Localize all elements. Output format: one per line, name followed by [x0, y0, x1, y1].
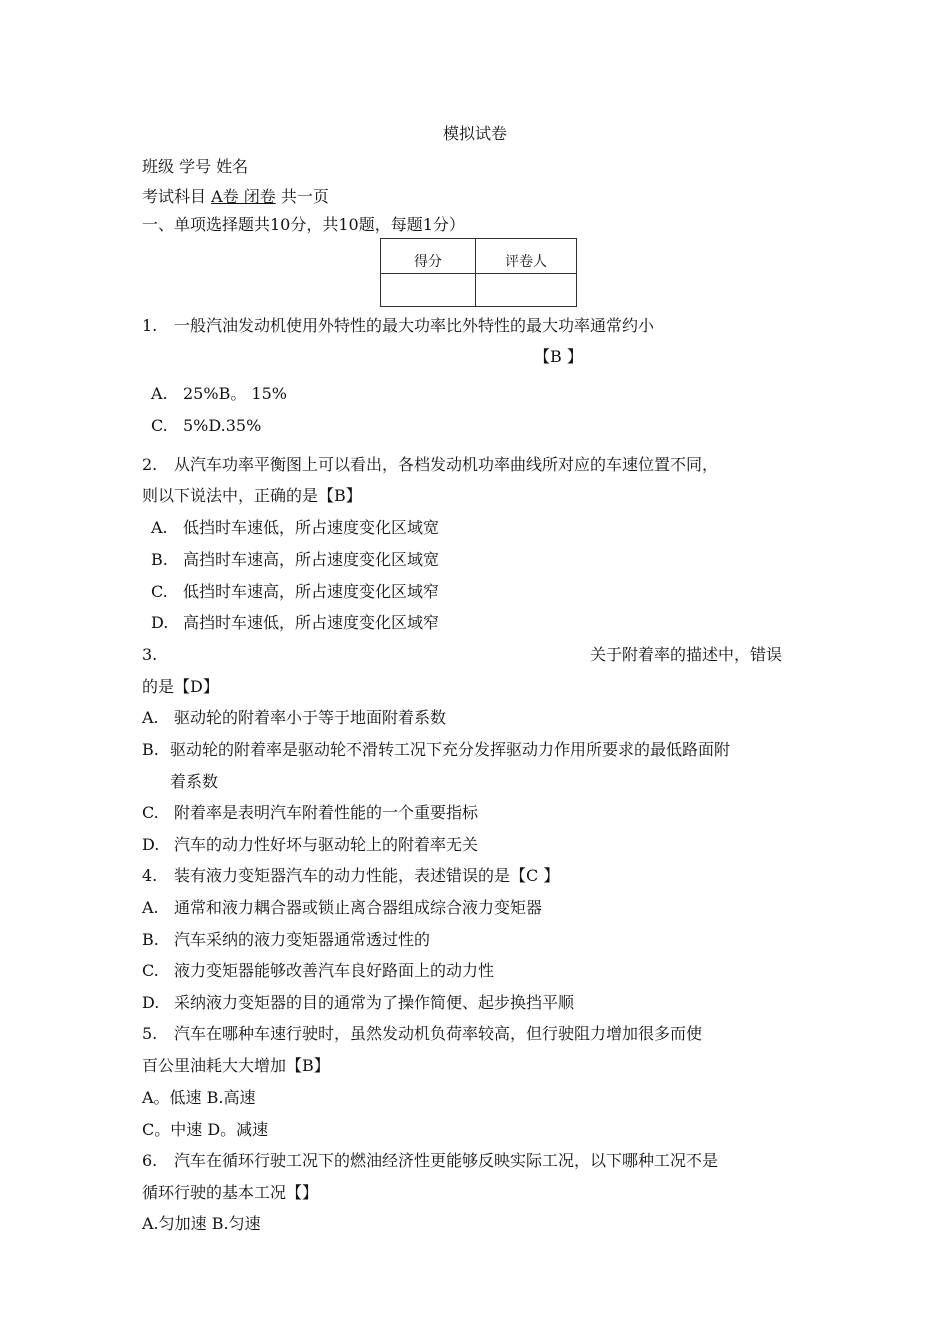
option — [151, 582, 439, 602]
option — [142, 835, 478, 855]
section-title: 一、单项选择题共10分，共10题，每题1分） — [142, 215, 465, 234]
option-text: 高挡时车速低，所占速度变化区域窄 — [183, 613, 440, 632]
subject-prefix: 考试科目 — [142, 187, 212, 206]
question-6 — [142, 1151, 718, 1171]
question-number: 2. — [142, 455, 158, 474]
subject-suffix: 共一页 — [275, 187, 329, 206]
option: C。中速 D。减速 — [142, 1120, 269, 1139]
question-text: 汽车在循环行驶工况下的燃油经济性更能够反映实际工况，以下哪种工况不是 — [174, 1151, 719, 1170]
paper-type: A卷 闭卷 — [211, 187, 276, 206]
class-info-line: 班级 学号 姓名 — [142, 157, 249, 176]
option-label: C. — [142, 803, 159, 822]
option-label: C. — [142, 961, 159, 980]
option-text: 汽车采纳的液力变矩器通常透过性的 — [174, 930, 431, 949]
option-text: 低挡时车速高，所占速度变化区域窄 — [183, 582, 440, 601]
subject-line — [142, 187, 329, 207]
option — [151, 384, 287, 404]
option-text: 汽车的动力性好坏与驱动轮上的附着率无关 — [174, 835, 479, 854]
option-text: 低挡时车速低，所占速度变化区域宽 — [183, 518, 440, 537]
question-1 — [142, 316, 654, 336]
question-number: 3. — [142, 645, 158, 664]
question-2 — [142, 455, 718, 475]
question-number: 4. — [142, 866, 158, 885]
option-label: A. — [142, 898, 159, 917]
option-label: A. — [151, 518, 168, 537]
option-text: 驱动轮的附着率是驱动轮不滑转工况下充分发挥驱动力作用所要求的最低路面附 — [170, 740, 731, 759]
option — [142, 993, 574, 1013]
option: A.匀加速 B.匀速 — [142, 1214, 261, 1233]
option-label: A. — [151, 384, 168, 403]
option-label: B. — [151, 550, 168, 569]
option-label: A. — [142, 708, 159, 727]
question-answer: 【B 】 — [534, 347, 583, 366]
question-text-cont: 循环行驶的基本工况【】 — [142, 1183, 319, 1202]
option-text-cont: 着系数 — [170, 772, 219, 791]
option-label: D. — [142, 993, 160, 1012]
question-number: 6. — [142, 1151, 158, 1170]
option — [151, 613, 439, 633]
question-text: 汽车在哪种车速行驶时，虽然发动机负荷率较高，但行驶阻力增加很多而使 — [174, 1024, 703, 1043]
question-4 — [142, 866, 559, 886]
grader-cell — [476, 274, 577, 307]
question-text: 装有液力变矩器汽车的动力性能，表述错误的是【C 】 — [174, 866, 560, 885]
question-text-cont: 则以下说法中，正确的是【B】 — [142, 486, 362, 505]
option: A。低速 B.高速 — [142, 1088, 256, 1107]
option — [142, 740, 730, 760]
option-text: 驱动轮的附着率小于等于地面附着系数 — [174, 708, 447, 727]
option-label: D. — [151, 613, 169, 632]
grader-header: 评卷人 — [476, 239, 577, 274]
option — [151, 518, 439, 538]
score-header: 得分 — [381, 239, 476, 274]
option-text: 5%D.35% — [183, 416, 262, 435]
question-text-cont: 百公里油耗大大增加【B】 — [142, 1056, 330, 1075]
option-text: 采纳液力变矩器的目的通常为了操作简便、起步换挡平顺 — [174, 993, 575, 1012]
option — [151, 416, 261, 436]
option-text: 液力变矩器能够改善汽车良好路面上的动力性 — [174, 961, 495, 980]
question-text: 一般汽油发动机使用外特性的最大功率比外特性的最大功率通常约小 — [174, 316, 655, 335]
option — [142, 803, 478, 823]
option-label: B. — [142, 740, 159, 759]
option-text: 通常和液力耦合器或锁止离合器组成综合液力变矩器 — [174, 898, 543, 917]
option-text: 25%B。 15% — [183, 384, 287, 403]
option — [151, 550, 439, 570]
option-label: C. — [151, 582, 168, 601]
question-number: 5. — [142, 1024, 158, 1043]
question-text: 关于附着率的描述中，错误 — [590, 645, 783, 664]
option — [142, 898, 542, 918]
option-text: 高挡时车速高，所占速度变化区域宽 — [183, 550, 440, 569]
question-text-cont: 的是【D】 — [142, 677, 219, 696]
score-table — [380, 238, 577, 307]
page-title: 模拟试卷 — [442, 124, 507, 143]
question-5 — [142, 1024, 702, 1044]
option — [142, 930, 430, 950]
score-cell — [381, 274, 476, 307]
option — [142, 708, 446, 728]
question-text: 从汽车功率平衡图上可以看出，各档发动机功率曲线所对应的车速位置不同， — [174, 455, 719, 474]
option-text: 附着率是表明汽车附着性能的一个重要指标 — [174, 803, 479, 822]
option — [142, 961, 494, 981]
question-number: 1. — [142, 316, 158, 335]
option-label: C. — [151, 416, 168, 435]
option-label: B. — [142, 930, 159, 949]
option-label: D. — [142, 835, 160, 854]
